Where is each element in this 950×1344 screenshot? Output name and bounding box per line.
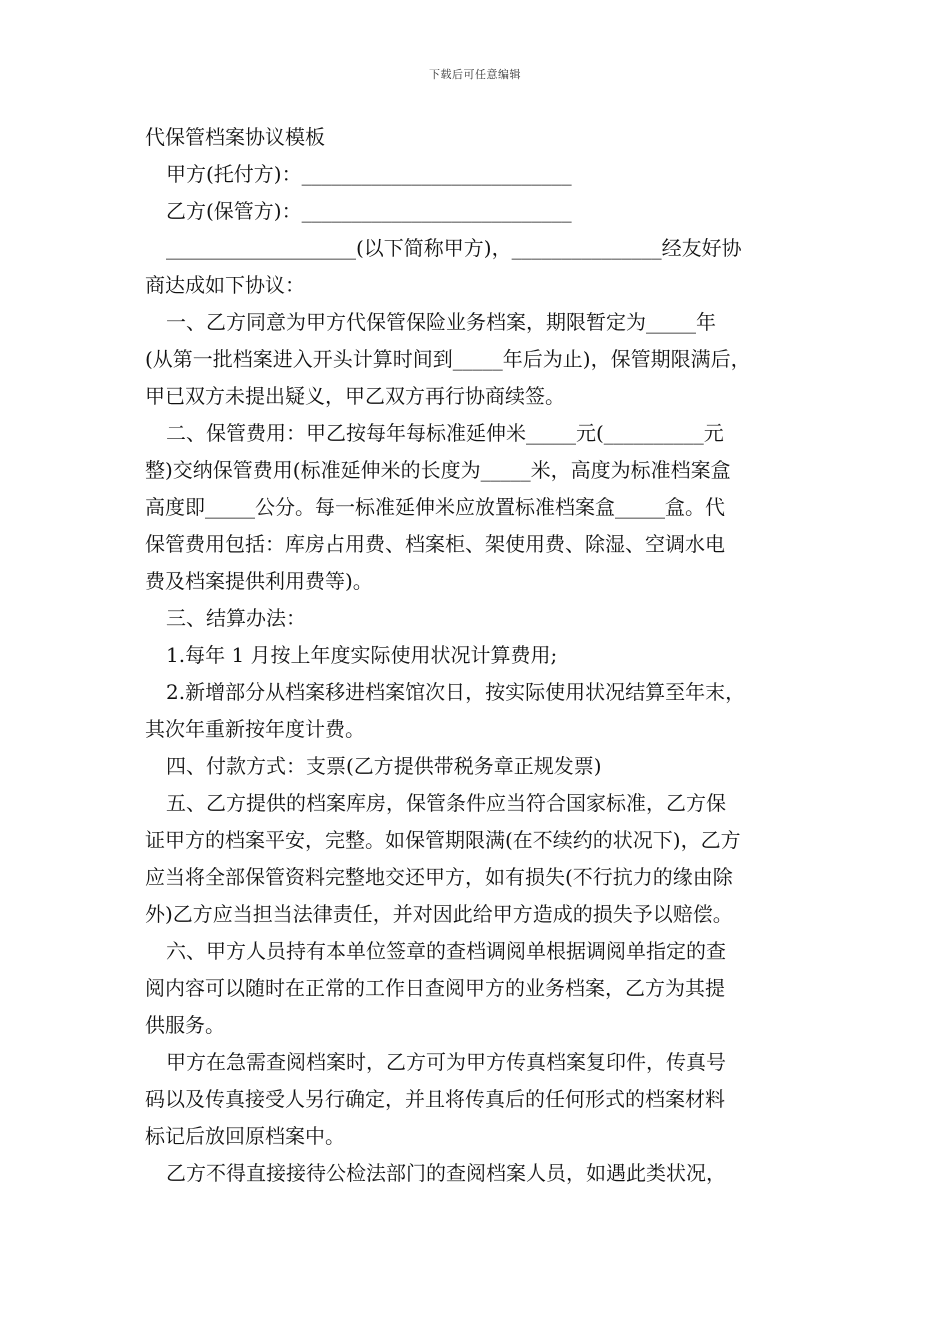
paragraph-line: 码以及传真接受人另行确定，并且将传真后的任何形式的档案材料: [145, 1087, 725, 1111]
party-b-line: 乙方(保管方)：___________________________: [166, 199, 572, 223]
clause-2-line: 高度即_____公分。每一标准延伸米应放置标准档案盒_____盒。代: [145, 495, 725, 519]
clause-3-item-1: 1.每年 1 月按上年度实际使用状况计算费用;: [166, 643, 558, 667]
document-body: [145, 119, 805, 1192]
clause-2-line: 二、保管费用：甲乙按每年每标准延伸米_____元(__________元: [166, 421, 724, 445]
paragraph-line: ___________________(以下简称甲方)，_______________经友好协: [166, 236, 742, 260]
clause-6-line: 六、甲方人员持有本单位签章的查档调阅单根据调阅单指定的查: [166, 939, 726, 963]
paragraph-line: 商达成如下协议：: [145, 273, 305, 297]
clause-5-line: 证甲方的档案平安，完整。如保管期限满(在不续约的状况下)，乙方: [145, 828, 741, 852]
clause-4-line: 四、付款方式：支票(乙方提供带税务章正规发票): [166, 754, 602, 778]
paragraph-line: 乙方不得直接接待公检法部门的查阅档案人员，如遇此类状况，: [166, 1161, 726, 1185]
clause-6-line: 供服务。: [145, 1013, 225, 1037]
clause-1-line: (从第一批档案进入开头计算时间到_____年后为止)，保管期限满后，: [145, 347, 751, 371]
clause-1-line: 一、乙方同意为甲方代保管保险业务档案，期限暂定为_____年: [166, 310, 716, 334]
clause-3-item-2: 其次年重新按年度计费。: [145, 717, 365, 741]
clause-2-line: 整)交纳保管费用(标准延伸米的长度为_____米，高度为标准档案盒: [145, 458, 731, 482]
paragraph-line: 标记后放回原档案中。: [145, 1124, 345, 1148]
clause-5-line: 五、乙方提供的档案库房，保管条件应当符合国家标准，乙方保: [166, 791, 726, 815]
clause-5-line: 外)乙方应当担当法律责任，并对因此给甲方造成的损失予以赔偿。: [145, 902, 733, 926]
document-title: 代保管档案协议模板: [145, 125, 325, 149]
clause-1-line: 甲已双方未提出疑义，甲乙双方再行协商续签。: [145, 384, 565, 408]
clause-3-item-2: 2.新增部分从档案移进档案馆次日，按实际使用状况结算至年末，: [166, 680, 746, 704]
clause-2-line: 保管费用包括：库房占用费、档案柜、架使用费、除湿、空调水电: [145, 532, 725, 556]
paragraph-line: 甲方在急需查阅档案时，乙方可为甲方传真档案复印件，传真号: [166, 1050, 726, 1074]
party-a-line: 甲方(托付方)：___________________________: [166, 162, 572, 186]
clause-6-line: 阅内容可以随时在正常的工作日查阅甲方的业务档案，乙方为其提: [145, 976, 725, 1000]
clause-5-line: 应当将全部保管资料完整地交还甲方，如有损失(不行抗力的缘由除: [145, 865, 733, 889]
page-header-note: 下载后可任意编辑: [429, 68, 521, 81]
clause-2-line: 费及档案提供利用费等)。: [145, 569, 373, 593]
clause-3-line: 三、结算办法：: [166, 606, 306, 630]
